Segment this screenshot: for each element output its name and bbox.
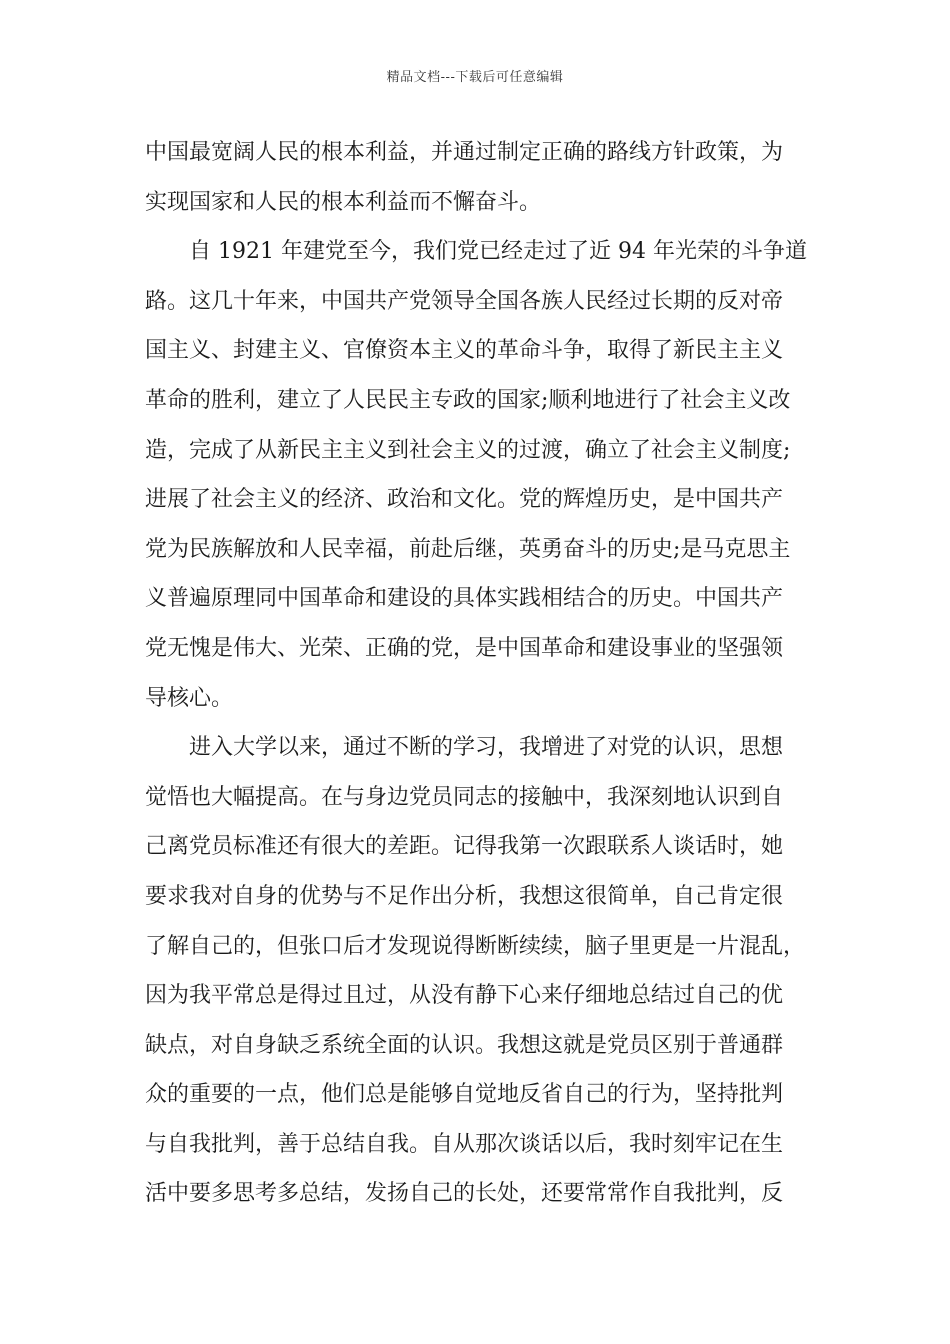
paragraph-1-line: 实现国家和人民的根本利益而不懈奋斗。 xyxy=(145,189,542,215)
paragraph-3-line: 活中要多思考多总结，发扬自己的长处，还要常常作自我批判，反 xyxy=(145,1181,784,1207)
paragraph-3-line: 己离党员标准还有很大的差距。记得我第一次跟联系人谈话时，她 xyxy=(145,834,784,860)
paragraph-2-line: 造，完成了从新民主主义到社会主义的过渡，确立了社会主义制度; xyxy=(145,437,791,463)
paragraph-1-line: 中国最宽阔人民的根本利益，并通过制定正确的路线方针政策，为 xyxy=(145,140,784,165)
paragraph-3-line: 要求我对自身的优势与不足作出分析，我想这很简单，自己肯定很 xyxy=(145,883,784,909)
paragraph-3-line: 进入大学以来，通过不断的学习，我增进了对党的认识，思想 xyxy=(189,735,784,761)
paragraph-3-line: 因为我平常总是得过且过，从没有静下心来仔细地总结过自己的优 xyxy=(145,983,784,1009)
paragraph-3-line: 了解自己的，但张口后才发现说得断断续续，脑子里更是一片混乱， xyxy=(145,933,806,959)
paragraph-3-line: 众的重要的一点，他们总是能够自觉地反省自己的行为，坚持批判 xyxy=(145,1082,784,1108)
paragraph-2-line: 革命的胜利，建立了人民民主专政的国家;顺利地进行了社会主义改 xyxy=(145,387,791,413)
paragraph-2-line: 国主义、封建主义、官僚资本主义的革命斗争，取得了新民主主义 xyxy=(145,338,784,364)
paragraph-3-line: 与自我批判，善于总结自我。自从那次谈话以后，我时刻牢记在生 xyxy=(145,1131,784,1157)
paragraph-3-line: 觉悟也大幅提高。在与身边党员同志的接触中，我深刻地认识到自 xyxy=(145,784,784,810)
paragraph-2-line: 自 1921 年建党至今，我们党已经走过了近 94 年光荣的斗争道 xyxy=(189,239,807,265)
paragraph-2-line: 导核心。 xyxy=(145,685,234,711)
paragraph-3-line: 缺点，对自身缺乏系统全面的认识。我想这就是党员区别于普通群 xyxy=(145,1032,784,1058)
paragraph-2-line: 党无愧是伟大、光荣、正确的党，是中国革命和建设事业的坚强领 xyxy=(145,635,784,661)
document-body xyxy=(145,128,810,1219)
paragraph-2-line: 路。这几十年来，中国共产党领导全国各族人民经过长期的反对帝 xyxy=(145,288,784,314)
page-header: 精品文档---下载后可任意编辑 xyxy=(386,70,564,85)
paragraph-2-line: 党为民族解放和人民幸福，前赴后继，英勇奋斗的历史;是马克思主 xyxy=(145,536,791,562)
paragraph-2-line: 进展了社会主义的经济、政治和文化。党的辉煌历史，是中国共产 xyxy=(145,487,784,513)
paragraph-2-line: 义普遍原理同中国革命和建设的具体实践相结合的历史。中国共产 xyxy=(145,586,784,612)
